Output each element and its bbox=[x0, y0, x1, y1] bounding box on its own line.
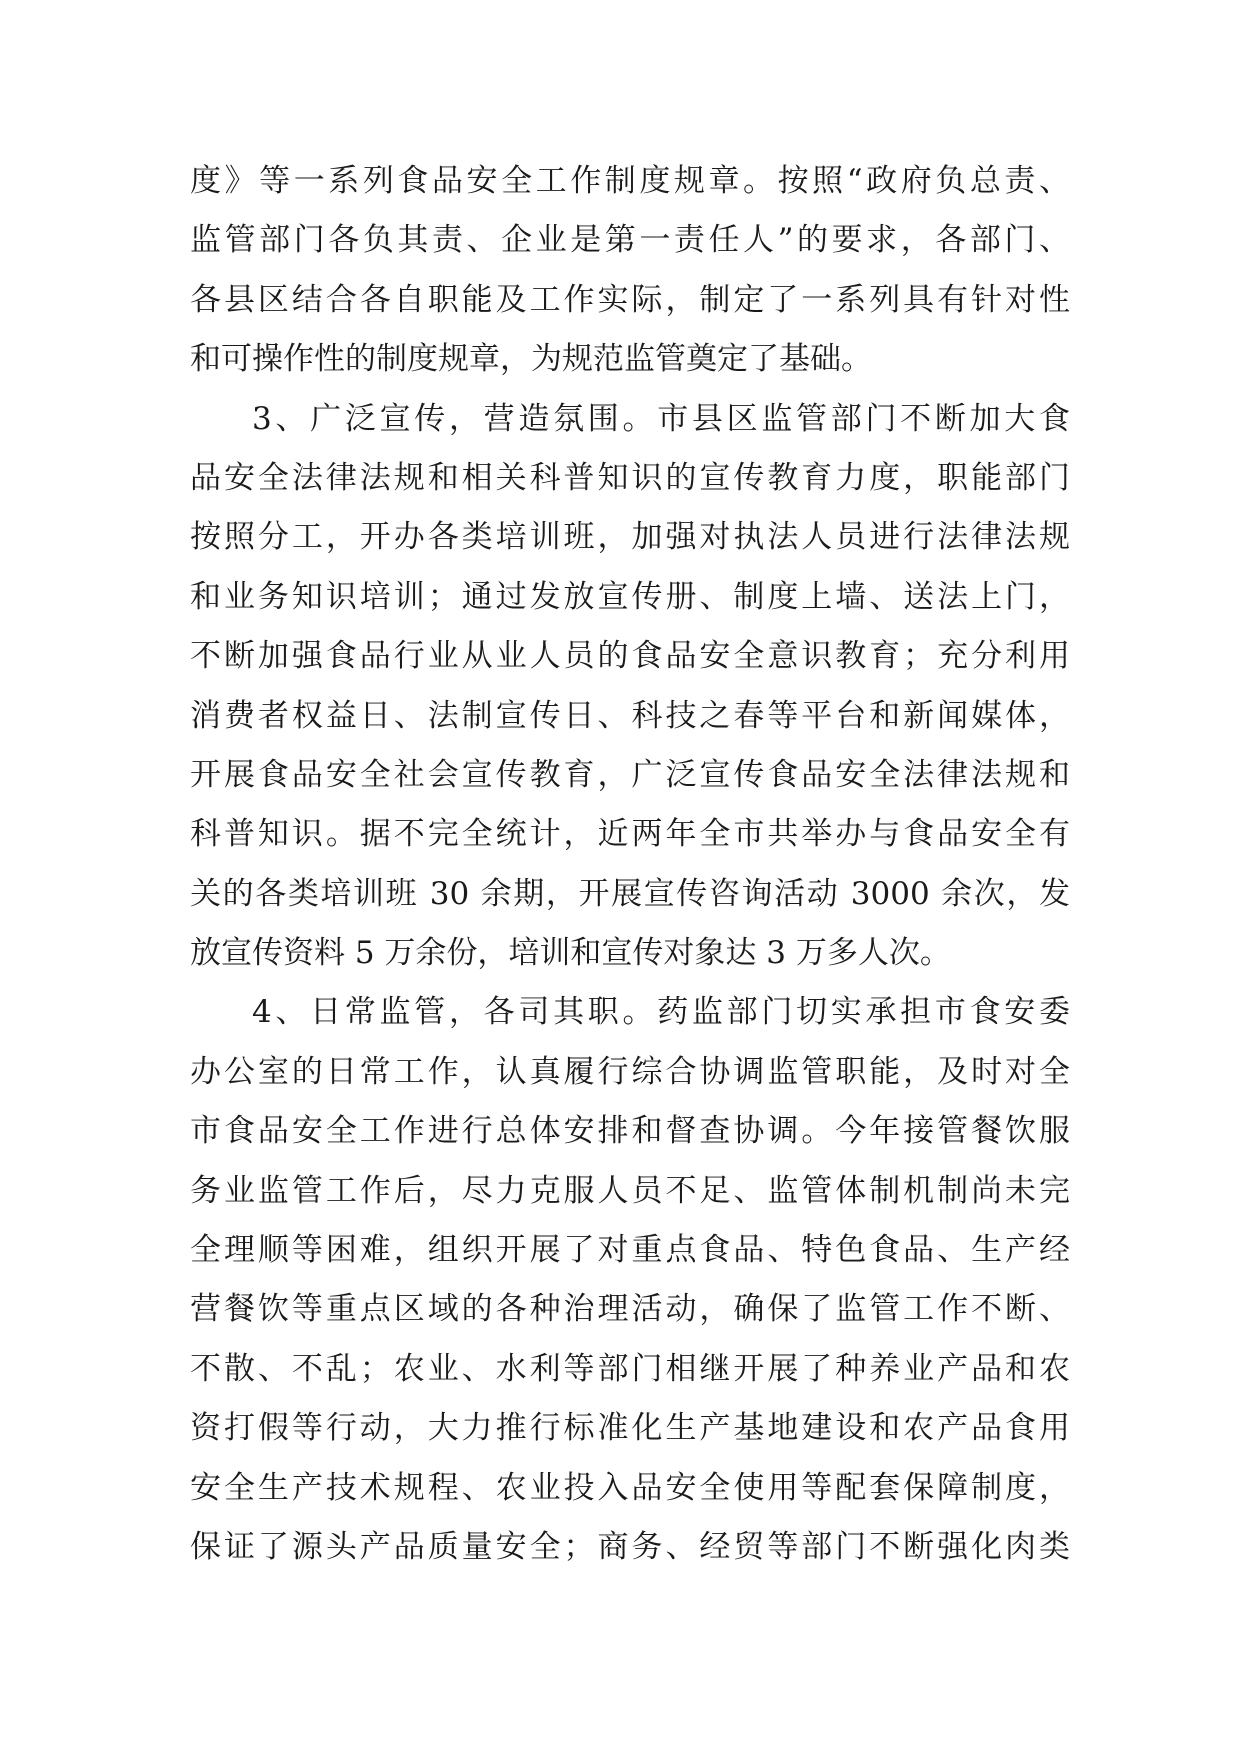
text-line: 放宣传资料 5 万余份，培训和宣传对象达 3 万多人次。 bbox=[190, 935, 951, 972]
text-line: 全理顺等困难，组织开展了对重点食品、特色食品、生产经 bbox=[190, 1232, 1070, 1269]
text-line: 4、日常监管，各司其职。药监部门切实承担市食安委 bbox=[252, 994, 1070, 1031]
text-line: 关的各类培训班 30 余期，开展宣传咨询活动 3000 余次，发 bbox=[190, 875, 1070, 912]
text-line: 保证了源头产品质量安全；商务、经贸等部门不断强化肉类 bbox=[190, 1528, 1070, 1565]
text-line: 品安全法律法规和相关科普知识的宣传教育力度，职能部门 bbox=[190, 459, 1070, 496]
text-line: 和可操作性的制度规章，为规范监管奠定了基础。 bbox=[190, 341, 872, 378]
text-line: 开展食品安全社会宣传教育，广泛宣传食品安全法律法规和 bbox=[190, 756, 1070, 793]
text-line: 度》等一系列食品安全工作制度规章。按照“政府负总责、 bbox=[190, 163, 1070, 199]
text-line: 营餐饮等重点区域的各种治理活动，确保了监管工作不断、 bbox=[190, 1291, 1070, 1328]
text-line: 各县区结合各自职能及工作实际，制定了一系列具有针对性 bbox=[190, 281, 1070, 318]
text-line: 科普知识。据不完全统计，近两年全市共举办与食品安全有 bbox=[190, 816, 1070, 853]
body-text bbox=[190, 152, 1070, 1577]
text-line: 市食品安全工作进行总体安排和督查协调。今年接管餐饮服 bbox=[190, 1113, 1070, 1150]
text-line: 安全生产技术规程、农业投入品安全使用等配套保障制度， bbox=[190, 1469, 1070, 1506]
text-line: 不散、不乱；农业、水利等部门相继开展了种养业产品和农 bbox=[190, 1350, 1070, 1387]
text-line: 务业监管工作后，尽力克服人员不足、监管体制机制尚未完 bbox=[190, 1172, 1070, 1209]
text-line: 不断加强食品行业从业人员的食品安全意识教育；充分利用 bbox=[190, 638, 1070, 675]
text-line: 按照分工，开办各类培训班，加强对执法人员进行法律法规 bbox=[190, 519, 1070, 556]
text-line: 办公室的日常工作，认真履行综合协调监管职能，及时对全 bbox=[190, 1053, 1070, 1090]
text-line: 和业务知识培训；通过发放宣传册、制度上墙、送法上门， bbox=[190, 578, 1070, 615]
text-line: 3、广泛宣传，营造氛围。市县区监管部门不断加大食 bbox=[252, 400, 1070, 437]
text-line: 资打假等行动，大力推行标准化生产基地建设和农产品食用 bbox=[190, 1410, 1070, 1447]
text-line: 监管部门各负其责、企业是第一责任人”的要求，各部门、 bbox=[190, 222, 1070, 259]
text-line: 消费者权益日、法制宣传日、科技之春等平台和新闻媒体， bbox=[190, 697, 1070, 734]
